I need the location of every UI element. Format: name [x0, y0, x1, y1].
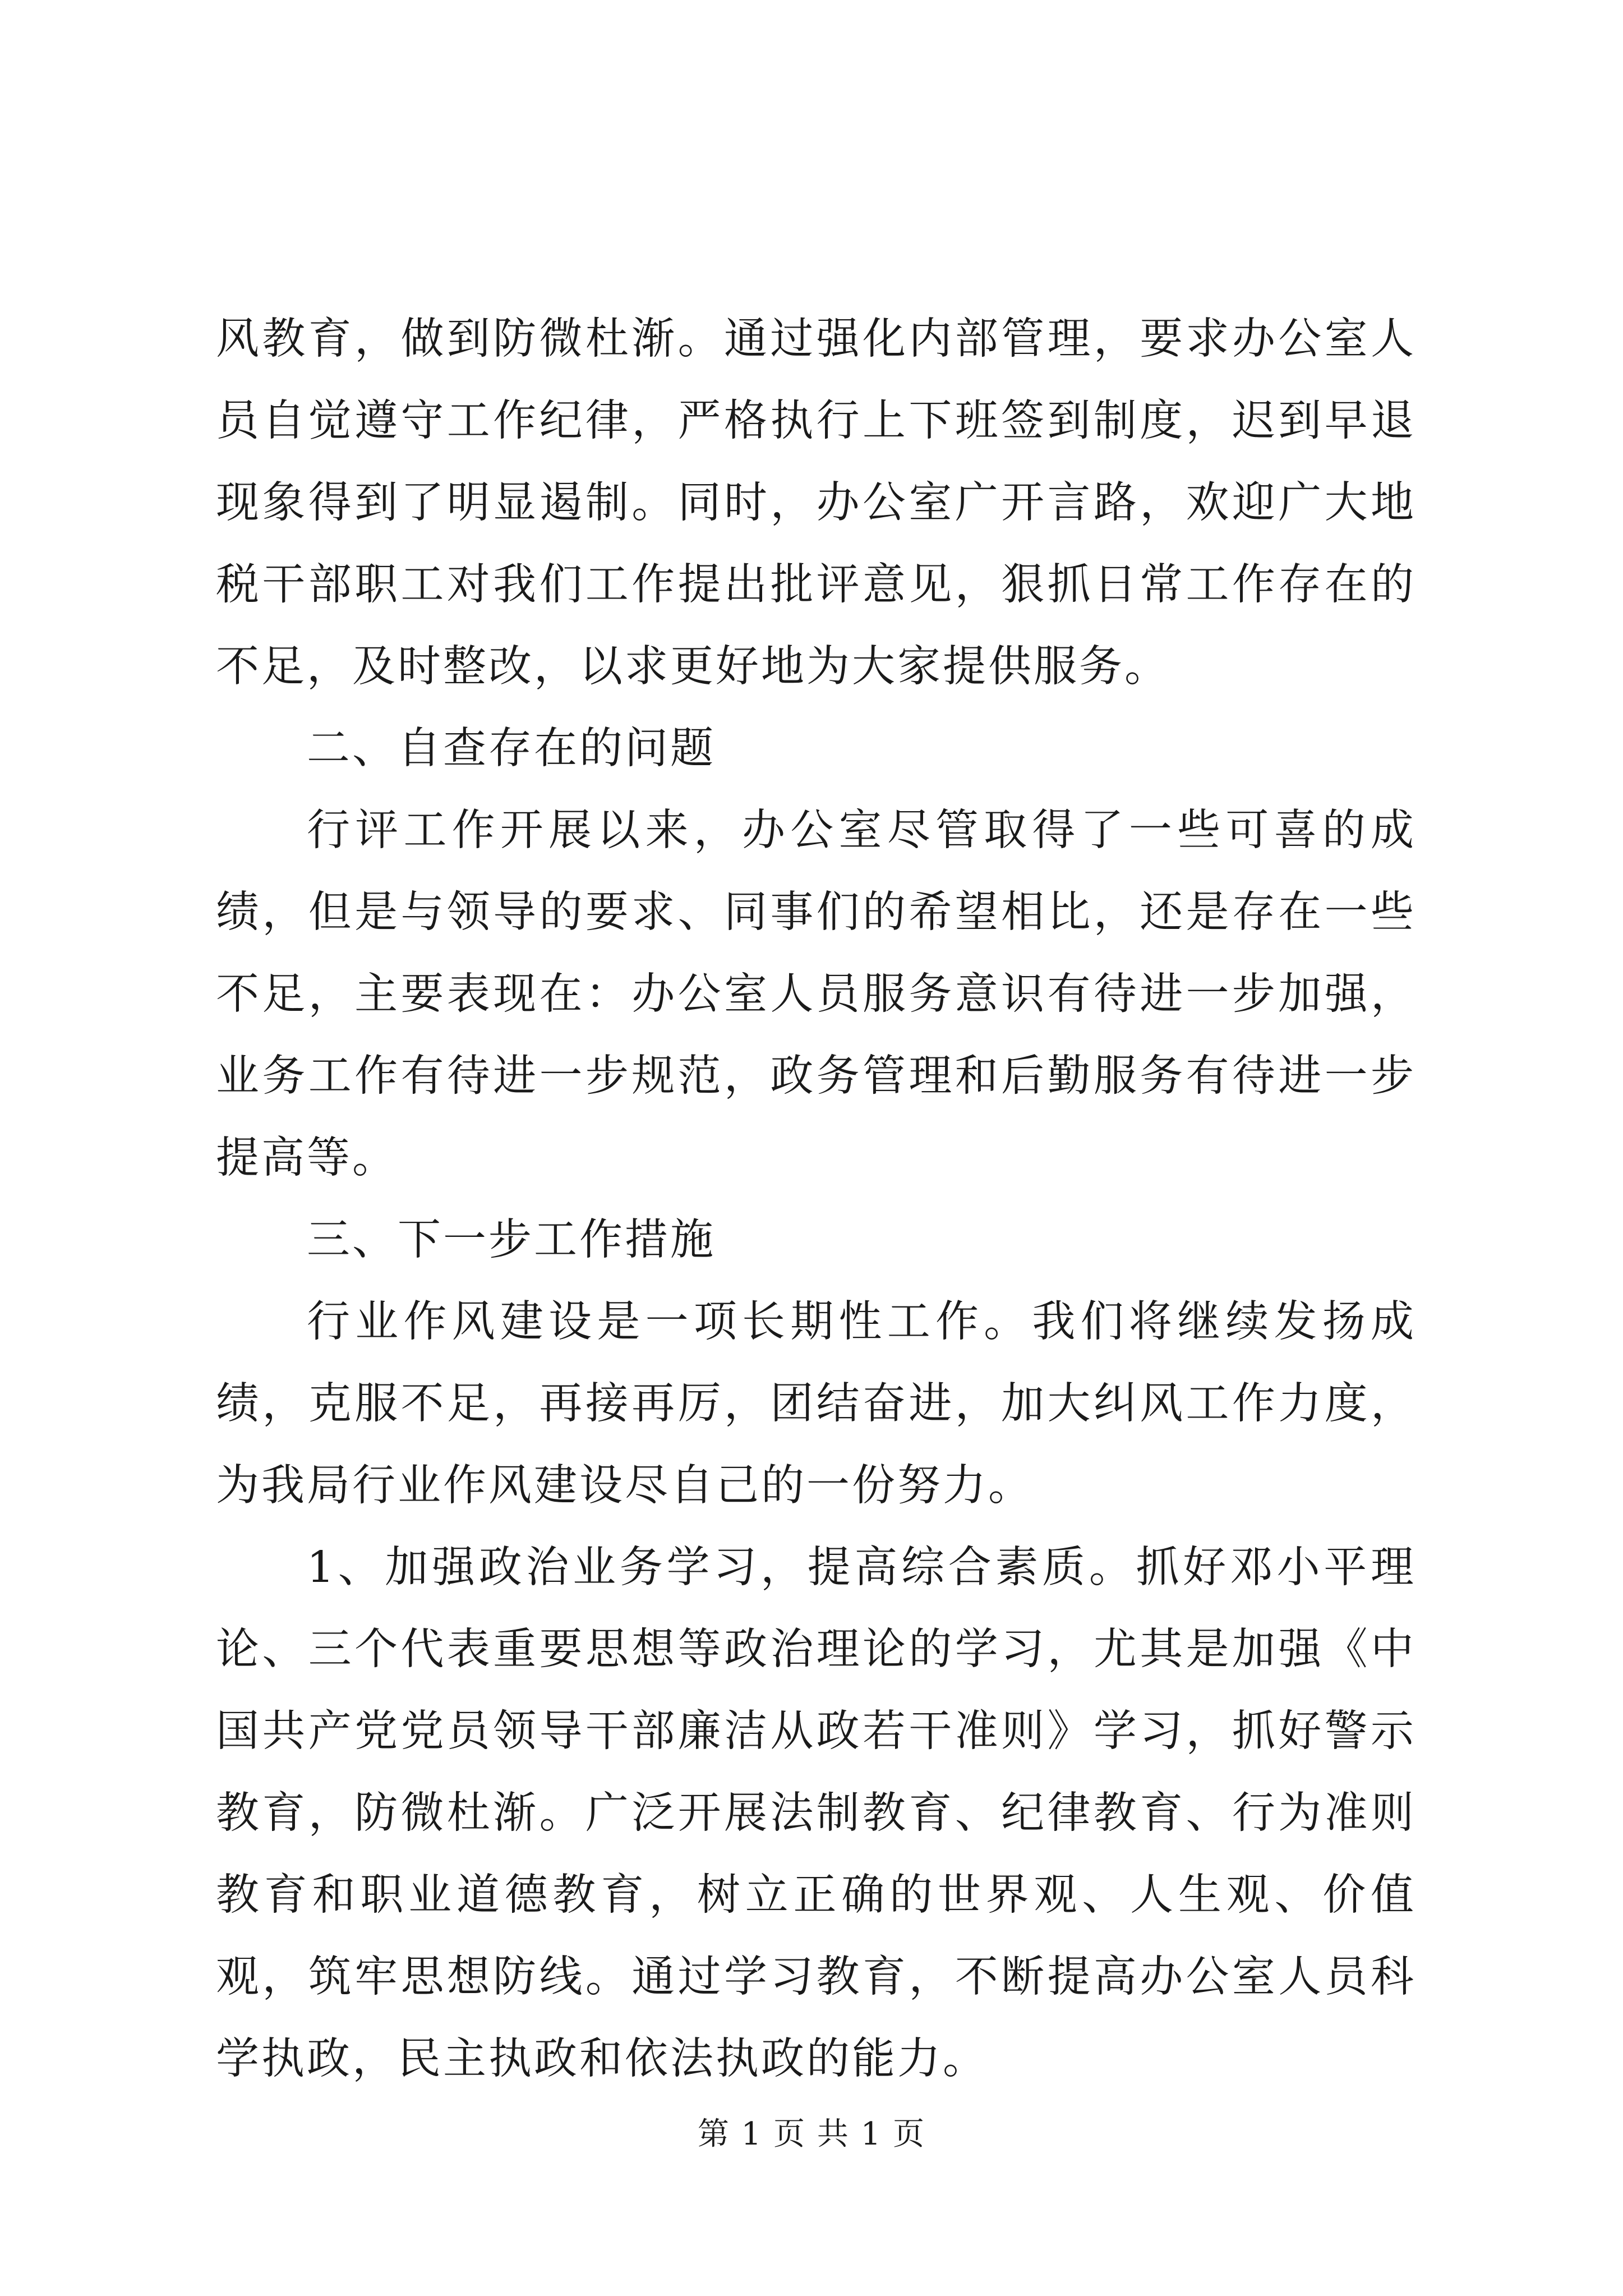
document-body: [216, 298, 1416, 2100]
page-footer: 第 1 页 共 1 页: [697, 2116, 926, 2152]
paragraph-next-steps: 行业作风建设是一项长期性工作。我们将继续发扬成绩，克服不足，再接再厉，团结奋进，加大纠风工作力度，为我局行业作风建设尽自己的一份努力。: [216, 1297, 1416, 1511]
paragraph-continuation: 风教育，做到防微杜渐。通过强化内部管理，要求办公室人员自觉遵守工作纪律，严格执行上下班签到制度，迟到早退现象得到了明显遏制。同时，办公室广开言路，欢迎广大地税干部职工对我们工作提出批评意见，狠抓日常工作存在的不足，及时整改，以求更好地为大家提供服务。: [216, 314, 1416, 692]
section-heading-issues: 二、自查存在的问题: [307, 724, 716, 774]
section-heading-next-steps: 三、下一步工作措施: [307, 1215, 716, 1265]
paragraph-measure-1: 1、加强政治业务学习，提高综合素质。抓好邓小平理论、三个代表重要思想等政治理论的学习，尤其是加强《中国共产党党员领导干部廉洁从政若干准则》学习，抓好警示教育，防微杜渐。广泛开展法制教育、纪律教育、行为准则教育和职业道德教育，树立正确的世界观、人生观、价值观，筑牢思想防线。通过学习教育，不断提高办公室人员科学执政，民主执政和依法执政的能力。: [216, 1543, 1416, 2084]
paragraph-issues: 行评工作开展以来，办公室尽管取得了一些可喜的成绩，但是与领导的要求、同事们的希望相比，还是存在一些不足，主要表现在：办公室人员服务意识有待进一步加强，业务工作有待进一步规范，政务管理和后勤服务有待进一步提高等。: [216, 806, 1416, 1183]
